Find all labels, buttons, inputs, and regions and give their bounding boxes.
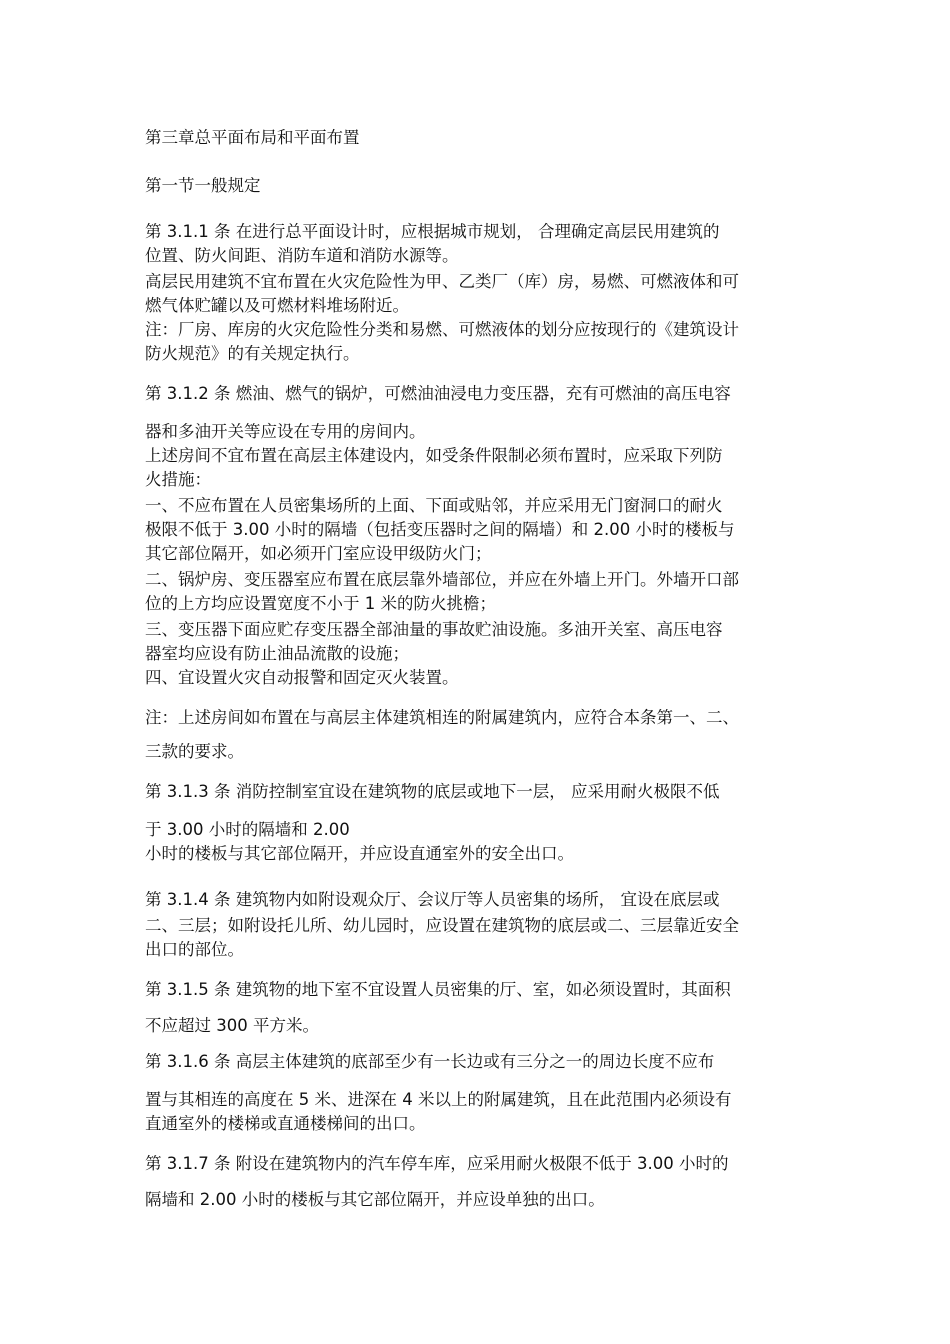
chapter-title: 第三章总平面布局和平面布置 [145,128,360,147]
text-line: 三、变压器下面应贮存变压器全部油量的事故贮油设施。多油开关室、高压电容 [145,620,723,639]
section-title: 第一节一般规定 [145,176,261,195]
text-line: 燃气体贮罐以及可燃材料堆场附近。 [145,296,409,315]
text-line: 火措施： [145,470,211,489]
text-line: 极限不低于 3.00 小时的隔墙（包括变压器时之间的隔墙）和 2.00 小时的楼板与 [145,520,735,539]
text-line: 防火规范》的有关规定执行。 [145,344,360,363]
text-line: 一、不应布置在人员密集场所的上面、下面或贴邻，并应采用无门窗洞口的耐火 [145,496,723,515]
text-line: 四、宜设置火灾自动报警和固定灭火装置。 [145,668,459,687]
text-line: 出口的部位。 [145,940,244,959]
text-line: 第 3.1.3 条 消防控制室宜设在建筑物的底层或地下一层， 应采用耐火极限不低 [145,782,720,801]
text-line: 第 3.1.1 条 在进行总平面设计时，应根据城市规划， 合理确定高层民用建筑的 [145,222,720,241]
text-line: 第 3.1.7 条 附设在建筑物内的汽车停车库，应采用耐火极限不低于 3.00 小时的 [145,1154,729,1173]
text-line: 高层民用建筑不宜布置在火灾危险性为甲、乙类厂（库）房，易燃、可燃液体和可 [145,272,739,291]
text-line: 于 3.00 小时的隔墙和 2.00 [145,820,350,839]
text-line: 器和多油开关等应设在专用的房间内。 [145,422,426,441]
text-line: 第 3.1.6 条 高层主体建筑的底部至少有一长边或有三分之一的周边长度不应布 [145,1052,715,1071]
text-line: 位置、防火间距、消防车道和消防水源等。 [145,246,459,265]
text-line: 直通室外的楼梯或直通楼梯间的出口。 [145,1114,426,1133]
text-line: 不应超过 300 平方米。 [145,1016,319,1035]
text-line: 三款的要求。 [145,742,244,761]
text-line: 注：上述房间如布置在与高层主体建筑相连的附属建筑内，应符合本条第一、二、 [145,708,739,727]
text-line: 第 3.1.2 条 燃油、燃气的锅炉，可燃油油浸电力变压器，充有可燃油的高压电容 [145,384,731,403]
text-line: 二、锅炉房、变压器室应布置在底层靠外墙部位，并应在外墙上开门。外墙开口部 [145,570,739,589]
text-line: 注：厂房、库房的火灾危险性分类和易燃、可燃液体的划分应按现行的《建筑设计 [145,320,739,339]
text-line: 置与其相连的高度在 5 米、进深在 4 米以上的附属建筑，且在此范围内必须设有 [145,1090,732,1109]
text-line: 第 3.1.5 条 建筑物的地下室不宜设置人员密集的厅、室，如必须设置时，其面积 [145,980,731,999]
text-line: 第 3.1.4 条 建筑物内如附设观众厅、会议厅等人员密集的场所， 宜设在底层或 [145,890,720,909]
text-line: 上述房间不宜布置在高层主体建设内，如受条件限制必须布置时，应采取下列防 [145,446,723,465]
text-line: 位的上方均应设置宽度不小于 1 米的防火挑檐； [145,594,496,613]
text-line: 器室均应设有防止油品流散的设施； [145,644,409,663]
text-line: 隔墙和 2.00 小时的楼板与其它部位隔开，并应设单独的出口。 [145,1190,605,1209]
text-line: 小时的楼板与其它部位隔开，并应设直通室外的安全出口。 [145,844,574,863]
text-line: 其它部位隔开，如必须开门室应设甲级防火门； [145,544,492,563]
text-line: 二、三层；如附设托儿所、幼儿园时，应设置在建筑物的底层或二、三层靠近安全 [145,916,739,935]
